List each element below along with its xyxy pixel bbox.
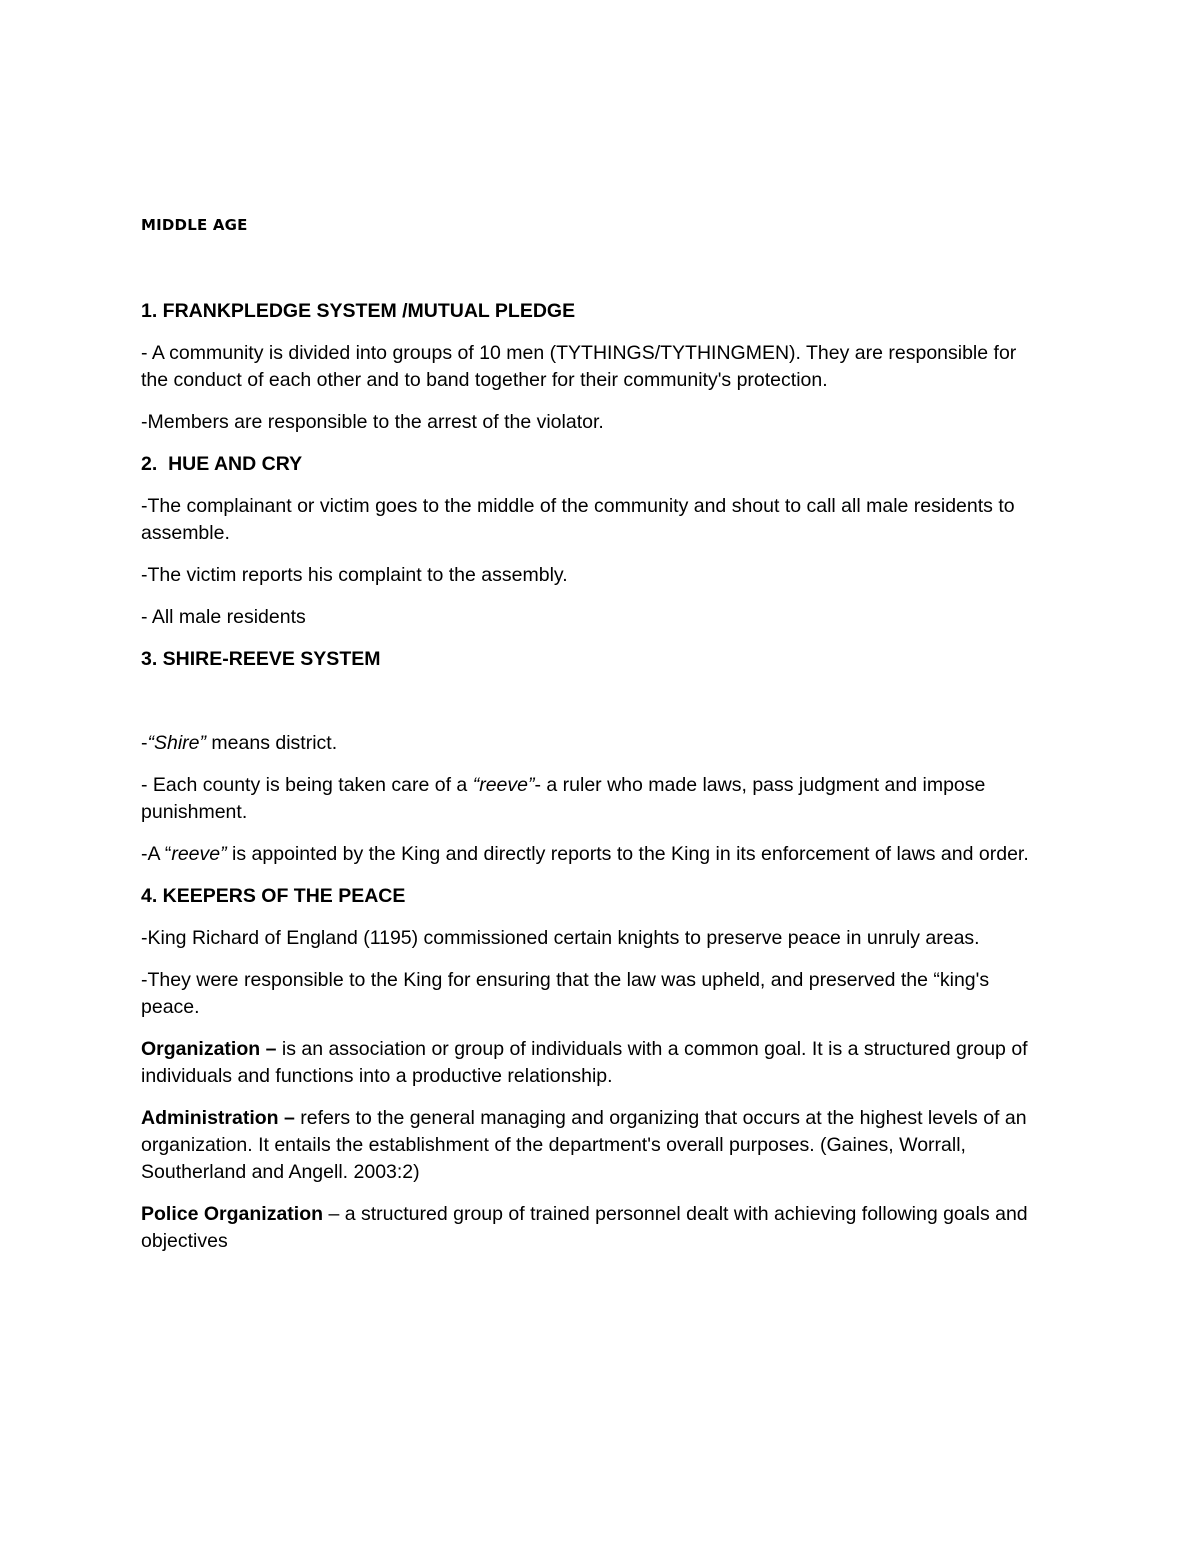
paragraph (141, 841, 1041, 868)
definition-term: Administration – (141, 1107, 295, 1129)
section-heading-hue-and-cry: 2. HUE AND CRY (141, 453, 303, 475)
paragraph (141, 772, 1041, 826)
section-heading-keepers-of-the-peace: 4. KEEPERS OF THE PEACE (141, 885, 406, 907)
emphasis-text: reeve” (171, 843, 227, 865)
paragraph (141, 730, 1041, 757)
definition-term: Police Organization (141, 1203, 324, 1225)
section-heading-frankpledge: 1. FRANKPLEDGE SYSTEM /MUTUAL PLEDGE (141, 300, 576, 322)
definition-text: refers to the general managing and organizing that occurs at the highest levels of an organization. It entails the establishment of the department's overall purposes. (Gaines, Worrall, Southerland and Angell. 2003:2) (141, 1107, 1027, 1183)
text-run: - (141, 732, 148, 754)
text-run: - a ruler who made laws, pass judgment and impose punishment. (141, 774, 986, 823)
definition-administration (141, 1105, 1041, 1186)
paragraph: - All male residents (141, 606, 306, 628)
definition-text: – a structured group of trained personnel dealt with achieving following goals and objectives (141, 1203, 1028, 1252)
paragraph: - A community is divided into groups of 10 men (TYTHINGS/TYTHINGMEN). They are responsible for the conduct of each other and to band together for their community's protection. (141, 342, 1017, 391)
text-run: - Each county is being taken care of a (141, 774, 473, 796)
paragraph: -They were responsible to the King for ensuring that the law was upheld, and preserved the “king's peace. (141, 969, 990, 1018)
emphasis-text: “reeve” (472, 774, 535, 796)
blank-line (141, 688, 1041, 730)
paragraph: -The victim reports his complaint to the assembly. (141, 564, 568, 586)
text-run: -A “ (141, 843, 172, 865)
definition-organization (141, 1036, 1041, 1090)
text-run: means district. (206, 732, 338, 754)
text-run: is appointed by the King and directly reports to the King in its enforcement of laws and order. (226, 843, 1029, 865)
section-heading-shire-reeve: 3. SHIRE-REEVE SYSTEM (141, 648, 381, 670)
document-body (141, 212, 1041, 1270)
definition-police-organization (141, 1201, 1041, 1255)
document-title: MIDDLE AGE (141, 216, 248, 234)
definition-term: Organization – (141, 1038, 277, 1060)
definition-text: is an association or group of individuals with a common goal. It is a structured group of individuals and functions into a productive relationship. (141, 1038, 1028, 1087)
paragraph: -King Richard of England (1195) commissioned certain knights to preserve peace in unruly areas. (141, 927, 980, 949)
emphasis-text: “Shire” (147, 732, 207, 754)
paragraph: -The complainant or victim goes to the middle of the community and shout to call all male residents to assemble. (141, 495, 1015, 544)
paragraph: -Members are responsible to the arrest of the violator. (141, 411, 604, 433)
